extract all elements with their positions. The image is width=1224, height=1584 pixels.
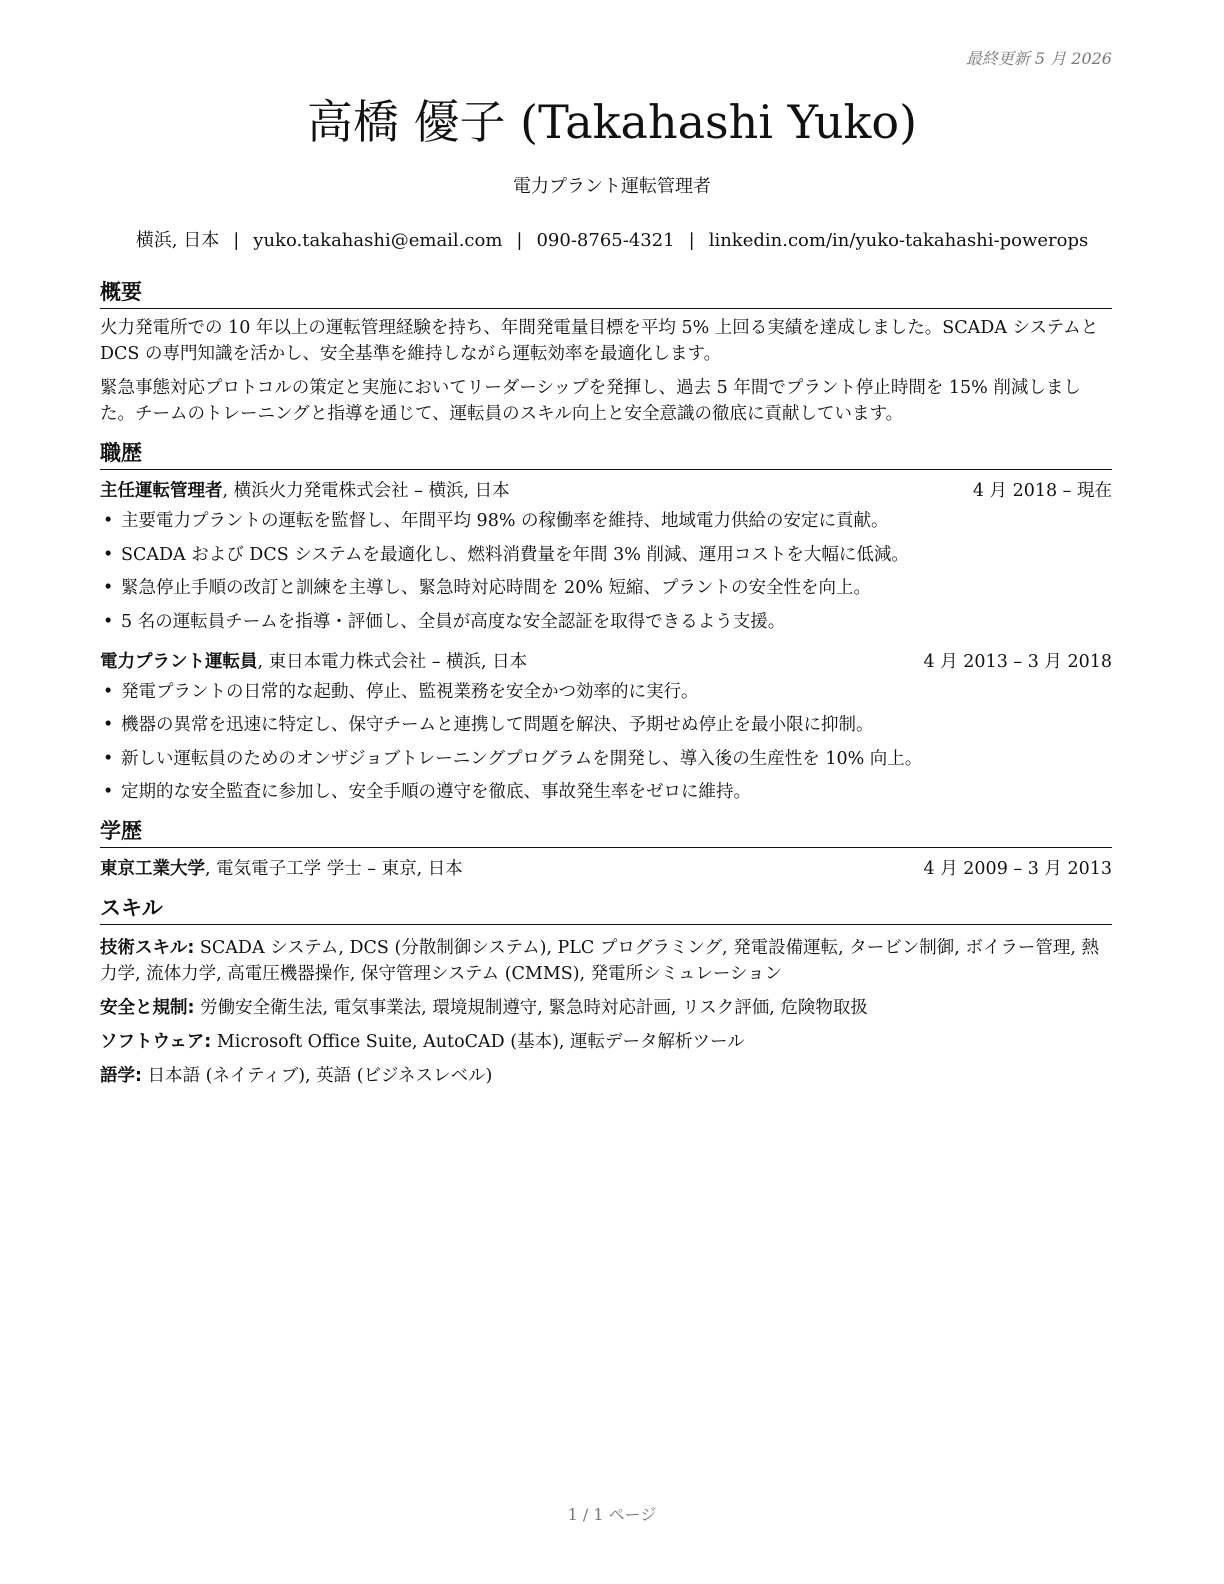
- summary-paragraph: 緊急事態対応プロトコルの策定と実施においてリーダーシップを発揮し、過去 5 年間でプラント停止時間を 15% 削減しました。チームのトレーニングと指導を通じて、運転員のスキル向上と安全意識の徹底に貢献しています。: [100, 378, 1081, 424]
- job-header: [100, 649, 1112, 675]
- job-heading: [100, 478, 510, 504]
- job-dates: 4 月 2018 – 現在: [972, 481, 1112, 501]
- bullet-icon: •: [103, 511, 114, 531]
- list-item: • 5 名の運転員チームを指導・評価し、全員が高度な安全認証を取得できるよう支援。: [100, 609, 1112, 635]
- skill-value: 日本語 (ネイティブ), 英語 (ビジネスレベル): [142, 1066, 493, 1086]
- list-item: • 定期的な安全監査に参加し、安全手順の遵守を徹底、事故発生率をゼロに維持。: [100, 779, 1112, 805]
- list-item: • 新しい運転員のためのオンザジョブトレーニングプログラムを開発し、導入後の生産性を 10% 向上。: [100, 746, 1112, 772]
- education-heading: [100, 856, 463, 882]
- list-item: • 機器の異常を迅速に特定し、保守チームと連携して問題を解決、予期せぬ停止を最小限に抑制。: [100, 712, 1112, 738]
- bullet-icon: •: [103, 611, 114, 632]
- section-title-summary: 概要: [100, 276, 1112, 309]
- skill-label: 語学:: [100, 1066, 142, 1086]
- skill-label: ソフトウェア:: [100, 1032, 212, 1052]
- contact-separator: |: [516, 230, 523, 251]
- experience-section: [100, 437, 1112, 805]
- skill-value: Microsoft Office Suite, AutoCAD (基本), 運転データ解析ツール: [211, 1032, 745, 1052]
- job-title: 電力プラント運転管理者: [513, 176, 711, 197]
- bullet-icon: •: [103, 748, 114, 769]
- contact-line: [0, 226, 1224, 252]
- section-title-skills: スキル: [100, 892, 1112, 925]
- education-entry: [100, 856, 1112, 882]
- list-item: • SCADA および DCS システムを最適化し、燃料消費量を年間 3% 削減、運用コストを大幅に低減。: [100, 542, 1112, 568]
- last-updated: 最終更新 5 月 2026: [965, 49, 1112, 68]
- contact-email[interactable]: yuko.takahashi@email.com: [253, 230, 503, 251]
- skills-section: [100, 892, 1112, 1089]
- summary-section: [100, 276, 1112, 427]
- list-item: • 主要電力プラントの運転を監督し、年間平均 98% の稼働率を維持、地域電力供給の安定に貢献。: [100, 508, 1112, 534]
- page-number: 1 / 1 ページ: [567, 1505, 657, 1524]
- job-bullets: [100, 679, 1112, 806]
- contact-location: 横浜, 日本: [135, 230, 220, 251]
- list-item: • 緊急停止手順の改訂と訓練を主導し、緊急時対応時間を 20% 短縮、プラントの安全性を向上。: [100, 575, 1112, 601]
- contact-separator: |: [233, 230, 240, 251]
- job-role: 電力プラント運転員: [100, 651, 258, 672]
- section-title-experience: 職歴: [100, 437, 1112, 470]
- education-section: [100, 815, 1112, 882]
- skill-label: 安全と規制:: [100, 998, 195, 1018]
- contact-separator: |: [688, 230, 695, 251]
- summary-paragraph: 火力発電所での 10 年以上の運転管理経験を持ち、年間発電量目標を平均 5% 上回る実績を達成しました。SCADA システムと DCS の専門知識を活かし、安全基準を維持しながら運転効率を最適化します。: [100, 318, 1099, 364]
- skill-label: 技術スキル:: [100, 938, 195, 958]
- bullet-icon: •: [103, 715, 114, 735]
- job-dates: 4 月 2013 – 3 月 2018: [923, 651, 1112, 672]
- section-title-education: 学歴: [100, 815, 1112, 848]
- bullet-icon: •: [103, 578, 114, 598]
- bullet-icon: •: [103, 782, 114, 802]
- school-name: 東京工業大学: [100, 859, 205, 879]
- skill-line-technical: [100, 935, 1112, 987]
- job-heading: [100, 649, 527, 675]
- skill-value: SCADA システム, DCS (分散制御システム), PLC プログラミング, 発電設備運転, タービン制御, ボイラー管理, 熱力学, 流体力学, 高電圧機器操作, 保守管理システム (CMMS), 発電所シミュレーション: [100, 938, 1100, 984]
- bullet-icon: •: [103, 681, 114, 702]
- skill-value: 労働安全衛生法, 電気事業法, 環境規制遵守, 緊急時対応計画, リスク評価, 危険物取扱: [194, 998, 868, 1018]
- skill-line-software: [100, 1029, 1112, 1055]
- job-entry: [100, 649, 1112, 806]
- job-header: [100, 478, 1112, 504]
- job-org: , 東日本電力株式会社 – 横浜, 日本: [257, 651, 528, 672]
- candidate-name: 高橋 優子 (Takahashi Yuko): [306, 95, 918, 149]
- education-dates: 4 月 2009 – 3 月 2013: [923, 859, 1112, 879]
- skill-line-languages: [100, 1063, 1112, 1089]
- resume-content: [100, 276, 1112, 1089]
- job-role: 主任運転管理者: [100, 481, 223, 501]
- contact-phone[interactable]: 090-8765-4321: [536, 230, 675, 251]
- job-org: , 横浜火力発電株式会社 – 横浜, 日本: [222, 481, 510, 501]
- bullet-icon: •: [103, 544, 114, 565]
- job-bullets: [100, 508, 1112, 635]
- list-item: • 発電プラントの日常的な起動、停止、監視業務を安全かつ効率的に実行。: [100, 679, 1112, 705]
- degree-detail: , 電気電子工学 学士 – 東京, 日本: [205, 859, 463, 879]
- job-entry: [100, 478, 1112, 635]
- contact-linkedin[interactable]: linkedin.com/in/yuko-takahashi-powerops: [708, 230, 1089, 251]
- skill-line-safety: [100, 995, 1112, 1021]
